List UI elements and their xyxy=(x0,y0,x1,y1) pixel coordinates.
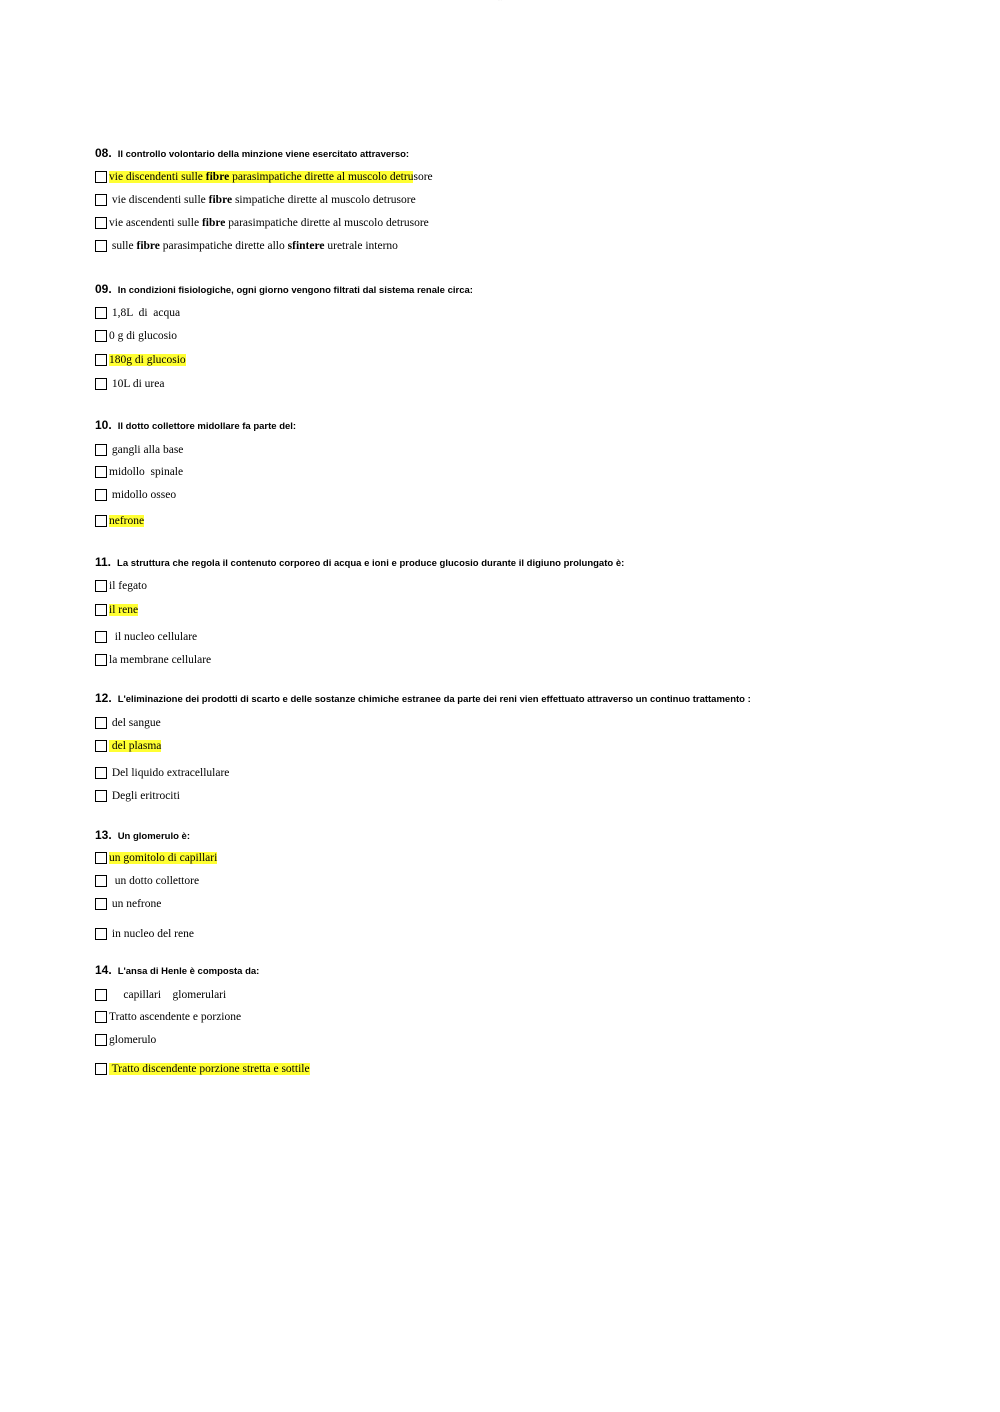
question-title xyxy=(95,554,975,570)
answer-option[interactable] xyxy=(95,304,180,322)
answer-text-part: vie discendenti sulle xyxy=(109,171,206,183)
answer-text xyxy=(109,651,211,669)
question-title xyxy=(95,145,975,161)
answer-option[interactable] xyxy=(95,512,144,530)
answer-text xyxy=(109,237,398,255)
answer-option[interactable] xyxy=(95,925,194,943)
checkbox[interactable] xyxy=(95,740,107,752)
question-11 xyxy=(95,554,975,666)
answer-text-part: sfintere xyxy=(287,240,325,252)
question-14 xyxy=(95,962,975,1075)
answer-option[interactable] xyxy=(95,1060,310,1078)
answer-text-part: 180g di glucosio xyxy=(109,354,186,366)
question-12 xyxy=(95,690,975,802)
checkbox[interactable] xyxy=(95,307,107,319)
question-title xyxy=(95,690,975,706)
checkbox[interactable] xyxy=(95,580,107,592)
answer-option[interactable] xyxy=(95,375,164,393)
answer-option[interactable] xyxy=(95,191,416,209)
answer-text-part: capillari glomerulari xyxy=(109,989,227,1001)
answer-text xyxy=(109,441,183,459)
question-number: 08. xyxy=(95,146,112,160)
answer-text-part: midollo spinale xyxy=(109,466,184,478)
question-08 xyxy=(95,145,975,252)
answer-option[interactable] xyxy=(95,737,161,755)
answer-text-part: un dotto collettore xyxy=(109,875,200,887)
answer-text-part: uretrale interno xyxy=(324,240,398,252)
checkbox[interactable] xyxy=(95,444,107,456)
question-number: 09. xyxy=(95,282,112,296)
answer-text-part: fibre xyxy=(136,240,160,252)
checkbox[interactable] xyxy=(95,852,107,864)
answer-text xyxy=(109,986,226,1004)
checkbox[interactable] xyxy=(95,515,107,527)
answer-text-part: un gomitolo di capillari xyxy=(109,852,218,864)
answer-text xyxy=(109,1060,310,1078)
checkbox[interactable] xyxy=(95,1011,107,1023)
checkbox[interactable] xyxy=(95,928,107,940)
checkbox[interactable] xyxy=(95,171,107,183)
checkbox[interactable] xyxy=(95,767,107,779)
answer-text-part: 1,8L di acqua xyxy=(109,307,181,319)
answer-text xyxy=(109,925,194,943)
answer-text xyxy=(109,849,217,867)
question-13 xyxy=(95,827,975,940)
answer-text xyxy=(109,327,177,345)
answer-text-part: Degli eritrociti xyxy=(109,790,180,802)
question-text: La struttura che regola il contenuto corporeo di acqua e ioni e produce glucosio durante il digiuno prolungato è: xyxy=(117,558,625,569)
question-number: 10. xyxy=(95,418,112,432)
checkbox[interactable] xyxy=(95,790,107,802)
answer-text xyxy=(109,191,416,209)
answer-text-part: midollo osseo xyxy=(109,489,177,501)
answer-text xyxy=(109,351,186,369)
answer-text-part: sulle xyxy=(109,240,137,252)
answer-option[interactable] xyxy=(95,849,217,867)
checkbox[interactable] xyxy=(95,466,107,478)
answer-text-part: del plasma xyxy=(109,740,162,752)
question-text: L'ansa di Henle è composta da: xyxy=(117,966,260,977)
answer-text-part: glomerulo xyxy=(109,1034,157,1046)
question-09 xyxy=(95,281,975,390)
answer-option[interactable] xyxy=(95,628,197,646)
answer-text-part: 0 g di glucosio xyxy=(109,330,178,342)
answer-text-part: in nucleo del rene xyxy=(109,928,194,940)
answer-option[interactable] xyxy=(95,463,183,481)
question-title xyxy=(95,962,975,978)
answer-text xyxy=(109,895,161,913)
answer-option[interactable] xyxy=(95,651,211,669)
answer-text-part: nefrone xyxy=(109,515,145,527)
answer-text xyxy=(109,872,199,890)
answer-text xyxy=(109,1008,241,1026)
answer-option[interactable] xyxy=(95,168,433,186)
question-number: 14. xyxy=(95,963,112,977)
answer-text-part: il rene xyxy=(109,604,139,616)
answer-text-part: del sangue xyxy=(109,717,161,729)
answer-option[interactable] xyxy=(95,441,183,459)
answer-text xyxy=(109,764,229,782)
answer-text-part: la membrane cellulare xyxy=(109,654,212,666)
question-text: Il dotto collettore midollare fa parte del: xyxy=(117,421,297,432)
answer-option[interactable] xyxy=(95,787,180,805)
answer-text-part: parasimpatiche dirette al muscolo detrusore xyxy=(225,217,429,229)
checkbox[interactable] xyxy=(95,354,107,366)
answer-text xyxy=(109,214,429,232)
answer-text xyxy=(109,486,176,504)
answer-text-part: vie discendenti sulle xyxy=(109,194,209,206)
checkbox[interactable] xyxy=(95,1034,107,1046)
question-10 xyxy=(95,417,975,527)
answer-text-part: il nucleo cellulare xyxy=(109,631,198,643)
answer-text-part: parasimpatiche dirette al muscolo detru xyxy=(229,171,414,183)
answer-text xyxy=(109,787,180,805)
header-mark: · · · xyxy=(498,0,502,2)
checkbox[interactable] xyxy=(95,631,107,643)
answer-text xyxy=(109,375,164,393)
answer-text-part: Del liquido extracellulare xyxy=(109,767,230,779)
answer-text xyxy=(109,168,433,186)
checkbox[interactable] xyxy=(95,378,107,390)
checkbox[interactable] xyxy=(95,489,107,501)
answer-option[interactable] xyxy=(95,486,176,504)
answer-text-part: fibre xyxy=(208,194,233,206)
answer-text-part: fibre xyxy=(201,217,226,229)
answer-text-part: il fegato xyxy=(109,580,147,592)
question-title xyxy=(95,827,975,843)
answer-option[interactable] xyxy=(95,601,138,619)
question-number: 12. xyxy=(95,691,112,705)
answer-option[interactable] xyxy=(95,1031,156,1049)
answer-option[interactable] xyxy=(95,895,161,913)
answer-text xyxy=(109,577,147,595)
answer-text xyxy=(109,512,144,530)
answer-text-part: vie ascendenti sulle xyxy=(109,217,202,229)
answer-text xyxy=(109,628,197,646)
answer-text xyxy=(109,304,180,322)
answer-text xyxy=(109,1031,156,1049)
question-text: In condizioni fisiologiche, ogni giorno vengono filtrati dal sistema renale circa: xyxy=(117,285,473,296)
answer-text-part: Tratto ascendente e porzione xyxy=(109,1011,242,1023)
checkbox[interactable] xyxy=(95,1063,107,1075)
question-text: L'eliminazione dei prodotti di scarto e delle sostanze chimiche estranee da parte dei reni vien effettuato attraverso un continuo trattamento : xyxy=(117,694,751,705)
answer-option[interactable] xyxy=(95,986,226,1004)
answer-text-part: simpatiche dirette al muscolo detrusore xyxy=(232,194,416,206)
checkbox[interactable] xyxy=(95,989,107,1001)
answer-option[interactable] xyxy=(95,872,199,890)
answer-option[interactable] xyxy=(95,764,229,782)
question-number: 11. xyxy=(95,555,112,569)
checkbox[interactable] xyxy=(95,875,107,887)
answer-text-part: gangli alla base xyxy=(109,444,184,456)
answer-option[interactable] xyxy=(95,351,186,369)
answer-option[interactable] xyxy=(95,714,161,732)
answer-option[interactable] xyxy=(95,237,398,255)
checkbox[interactable] xyxy=(95,654,107,666)
answer-text-part: 10L di urea xyxy=(109,378,165,390)
checkbox[interactable] xyxy=(95,330,107,342)
answer-text-part: sore xyxy=(413,171,433,183)
answer-text-part: un nefrone xyxy=(109,898,162,910)
checkbox[interactable] xyxy=(95,604,107,616)
checkbox[interactable] xyxy=(95,240,107,252)
checkbox[interactable] xyxy=(95,898,107,910)
answer-text-part: parasimpatiche dirette allo xyxy=(159,240,288,252)
checkbox[interactable] xyxy=(95,717,107,729)
checkbox[interactable] xyxy=(95,217,107,229)
answer-option[interactable] xyxy=(95,327,177,345)
answer-option[interactable] xyxy=(95,577,147,595)
question-text: Un glomerulo è: xyxy=(117,831,190,842)
answer-text xyxy=(109,463,183,481)
answer-option[interactable] xyxy=(95,214,429,232)
question-number: 13. xyxy=(95,828,112,842)
answer-text xyxy=(109,601,138,619)
checkbox[interactable] xyxy=(95,194,107,206)
answer-text-part: Tratto discendente porzione stretta e sottile xyxy=(109,1063,310,1075)
answer-option[interactable] xyxy=(95,1008,241,1026)
answer-text xyxy=(109,714,161,732)
answer-text-part: fibre xyxy=(205,171,230,183)
answer-text xyxy=(109,737,161,755)
question-title xyxy=(95,281,975,297)
question-text: Il controllo volontario della minzione viene esercitato attraverso: xyxy=(117,149,410,160)
question-title xyxy=(95,417,975,433)
